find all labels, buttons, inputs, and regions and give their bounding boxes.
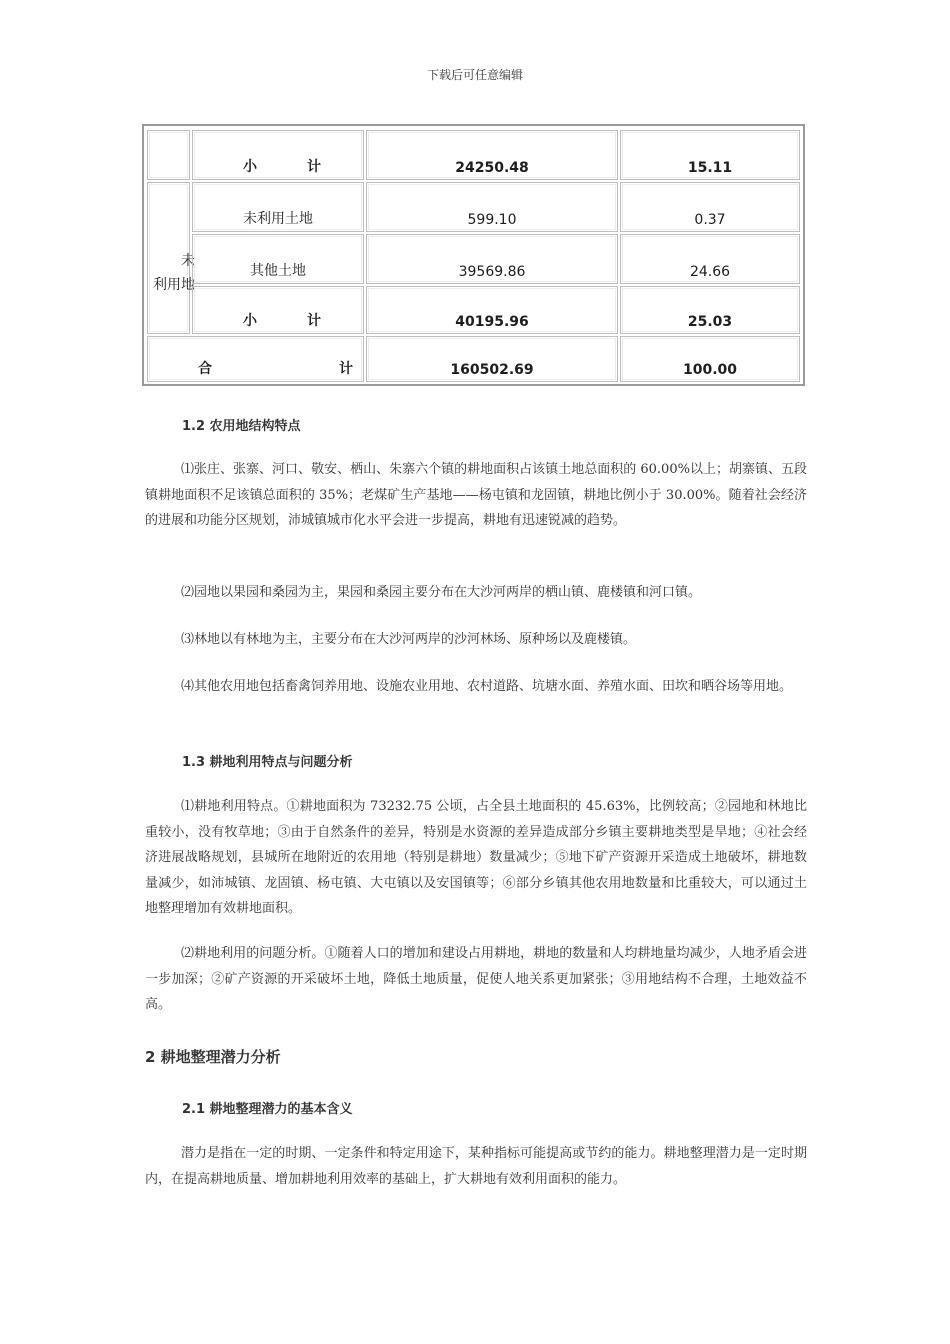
section-heading-1-3: 1.3 耕地利用特点与问题分析 [182, 755, 353, 770]
table-cell-empty [147, 130, 190, 180]
table-cell-pct: 0.37 [620, 182, 800, 232]
paragraph: ⑵园地以果园和桑园为主，果园和桑园主要分布在大沙河两岸的栖山镇、鹿楼镇和河口镇。 [181, 585, 702, 600]
table-total-pct: 100.00 [620, 336, 800, 382]
section-heading-2: 2 耕地整理潜力分析 [145, 1048, 281, 1066]
table-cell-value: 40195.96 [366, 286, 618, 334]
total-label: 合 计 [198, 361, 353, 377]
paragraph: ⑶林地以有林地为主，主要分布在大沙河两岸的沙河林场、原种场以及鹿楼镇。 [181, 632, 637, 647]
page-header: 下载后可任意编辑 [426, 68, 523, 82]
table-cell-pct: 15.11 [620, 130, 800, 180]
table-cell-pct: 24.66 [620, 234, 800, 284]
subtotal-label: 小 计 [243, 313, 321, 329]
section-heading-2-1: 2.1 耕地整理潜力的基本含义 [182, 1102, 353, 1117]
table-cell-value: 24250.48 [366, 130, 618, 180]
table-cell-label: 未利用土地 [192, 182, 364, 232]
table-cell-value: 599.10 [366, 182, 618, 232]
paragraph: ⑴张庄、张寨、河口、敬安、栖山、朱寨六个镇的耕地面积占该镇土地总面积的 60.00%以上；胡寨镇、五段镇耕地面积不足该镇总面积的 35%；老煤矿生产基地——杨屯镇和龙固镇，耕地比例小于 30.00%。随着社会经济的进展和功能分区规划，沛城镇城市化水平会进一步提高，耕地有迅速锐减的趋势。 [145, 462, 807, 528]
subtotal-label: 小 计 [243, 159, 321, 175]
table-cell-label: 其他土地 [192, 234, 364, 284]
table-cell-value: 39569.86 [366, 234, 618, 284]
table-total-value: 160502.69 [366, 336, 618, 382]
paragraph: ⑷其他农用地包括畜禽饲养用地、设施农业用地、农村道路、坑塘水面、养殖水面、田坎和晒谷场等用地。 [181, 679, 793, 694]
section-heading-1-2: 1.2 农用地结构特点 [182, 419, 301, 434]
table-cell-label [192, 130, 364, 180]
table-total-label [147, 336, 364, 382]
paragraph: ⑴耕地利用特点。①耕地面积为 73232.75 公顷，占全县土地面积的 45.63%，比例较高；②园地和林地比重较小，没有牧草地；③由于自然条件的差异，特别是水资源的差异造成部分乡镇主要耕地类型是旱地；④社会经济进展战略规划，县城所在地附近的农用地（特别是耕地）数量减少；⑤地下矿产资源开采造成土地破坏，耕地数量减少，如沛城镇、龙固镇、杨屯镇、大屯镇以及安国镇等；⑥部分乡镇其他农用地数量和比重较大，可以通过土地整理增加有效耕地面积。 [145, 799, 807, 916]
paragraph: ⑵耕地利用的问题分析。①随着人口的增加和建设占用耕地，耕地的数量和人均耕地量均减少，人地矛盾会进一步加深；②矿产资源的开采破坏土地，降低土地质量，促使人地关系更加紧张；③用地结构不合理，土地效益不高。 [145, 946, 807, 1012]
land-use-table [142, 124, 805, 386]
paragraph: 潜力是指在一定的时期、一定条件和特定用途下，某种指标可能提高或节约的能力。耕地整理潜力是一定时期内，在提高耕地质量、增加耕地利用效率的基础上，扩大耕地有效利用面积的能力。 [145, 1146, 807, 1187]
table-cell-label [192, 286, 364, 334]
table-group-label: 未 利用地 [147, 182, 190, 334]
table-cell-pct: 25.03 [620, 286, 800, 334]
